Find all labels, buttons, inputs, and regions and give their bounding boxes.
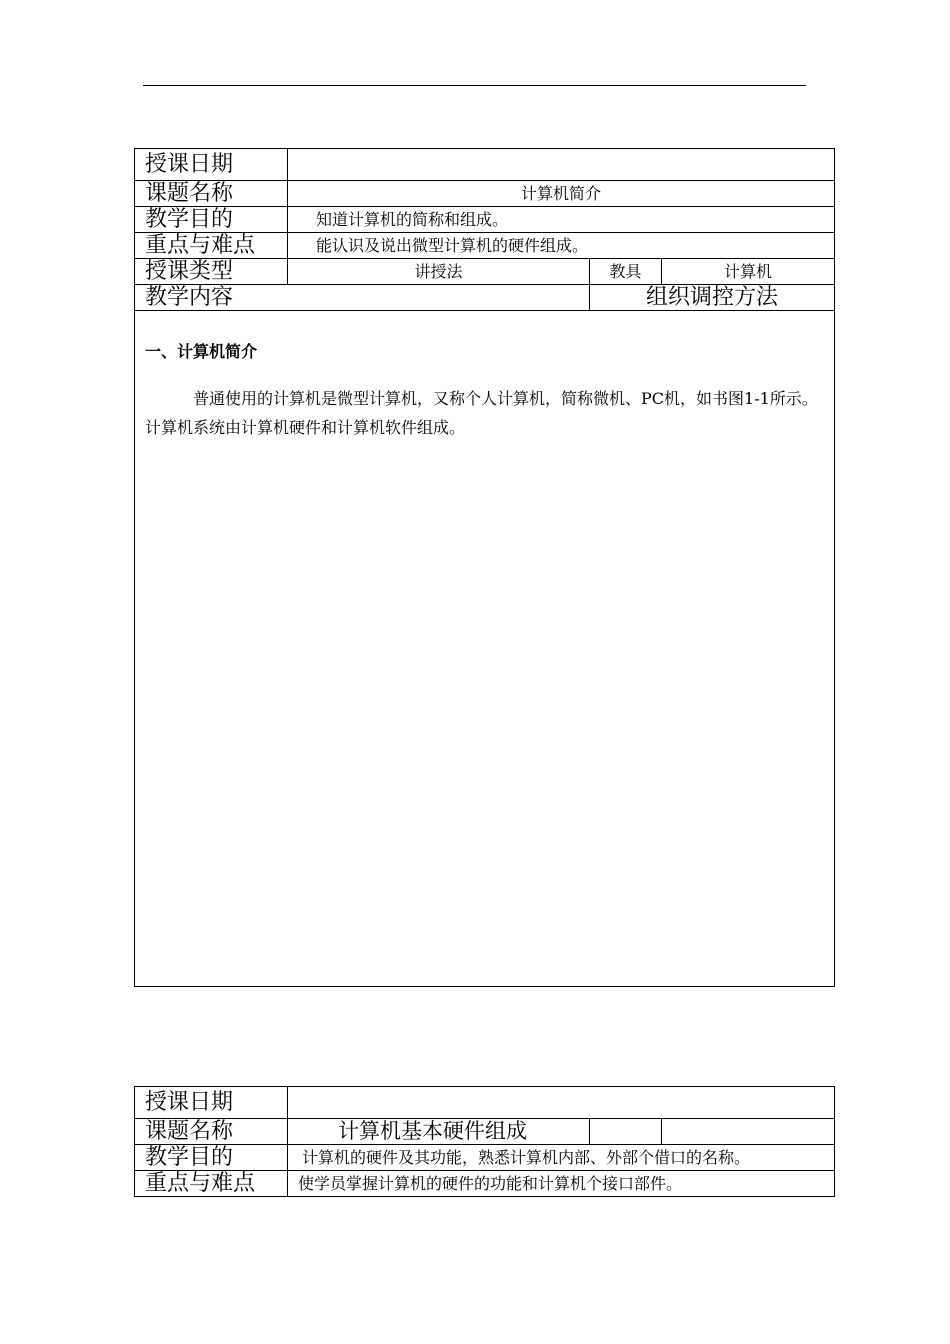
keypoints-label: 重点与难点 [135, 1171, 288, 1197]
date-label: 授课日期 [135, 1087, 288, 1119]
tools-value-empty [662, 1119, 835, 1145]
type-label: 授课类型 [135, 259, 288, 285]
header-rule [143, 85, 806, 86]
topic-label: 课题名称 [135, 181, 288, 207]
content-paragraph: 普通使用的计算机是微型计算机，又称个人计算机，简称微机、PC机，如书图1-1所示。计算机系统由计算机硬件和计算机软件组成。 [145, 389, 818, 437]
content-label: 教学内容 [135, 285, 590, 311]
section-heading: 一、计算机简介 [145, 342, 258, 361]
topic-value: 计算机基本硬件组成 [288, 1119, 590, 1145]
topic-value: 计算机简介 [288, 181, 835, 207]
date-value [288, 149, 835, 181]
tools-label-empty [590, 1119, 662, 1145]
topic-label: 课题名称 [135, 1119, 288, 1145]
objective-label: 教学目的 [135, 1145, 288, 1171]
method-label: 组织调控方法 [590, 285, 835, 311]
lesson-plan-table-1 [134, 148, 835, 987]
keypoints-label: 重点与难点 [135, 233, 288, 259]
tools-value: 计算机 [662, 259, 835, 285]
date-value [288, 1087, 835, 1119]
objective-value: 知道计算机的简称和组成。 [288, 207, 835, 233]
date-label: 授课日期 [135, 149, 288, 181]
lesson-plan-table-2 [134, 1086, 835, 1197]
keypoints-value: 使学员掌握计算机的硬件的功能和计算机个接口部件。 [288, 1171, 835, 1197]
keypoints-value: 能认识及说出微型计算机的硬件组成。 [288, 233, 835, 259]
tools-label: 教具 [590, 259, 662, 285]
type-value: 讲授法 [288, 259, 590, 285]
objective-label: 教学目的 [135, 207, 288, 233]
content-area [135, 311, 835, 987]
objective-value: 计算机的硬件及其功能，熟悉计算机内部、外部个借口的名称。 [288, 1145, 835, 1171]
